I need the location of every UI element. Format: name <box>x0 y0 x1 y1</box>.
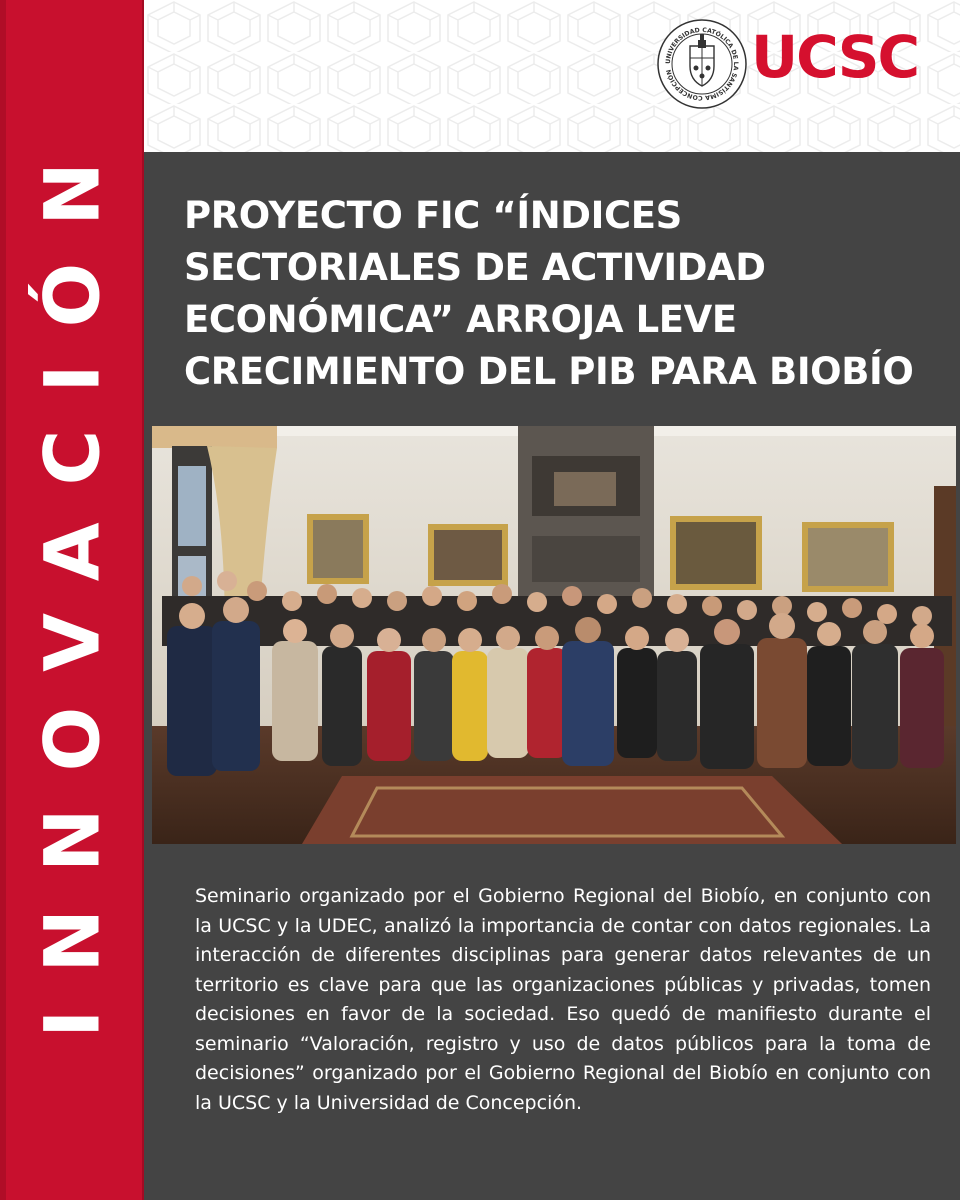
headline-line: CRECIMIENTO DEL PIB PARA BIOBÍO <box>184 350 914 393</box>
side-banner-word: INNOVACIÓN <box>27 125 117 1038</box>
headline-line: ECONÓMICA” ARROJA LEVE <box>184 298 737 341</box>
headline <box>184 190 924 398</box>
group-photo-illustration <box>152 426 956 844</box>
body-paragraph: Seminario organizado por el Gobierno Regional del Biobío, en conjunto con la UCSC y la UDEC, analizó la importancia de contar con datos regionales. La interacción de diferentes disciplinas para generar datos relevantes de un territorio es clave para que las organizaciones públicas y privadas, tomen decisiones en favor de la sociedad. Eso quedó de manifiesto durante el seminario “Valoración, registro y uso de datos públicos para la toma de decisiones” organizado por el Gobierno Regional del Biobío en conjunto con la UCSC y la Universidad de Concepción. <box>195 885 931 1114</box>
group-photo <box>152 426 956 844</box>
headline-line: SECTORIALES DE ACTIVIDAD <box>184 246 766 289</box>
svg-text:UNIVERSIDAD CATÓLICA DE LA SAN: UNIVERSIDAD CATÓLICA DE LA SANTÍSIMA CONCEPCIÓN <box>664 26 740 102</box>
side-banner-edge <box>0 0 6 1200</box>
headline-line: PROYECTO FIC “ÍNDICES <box>184 194 682 237</box>
university-seal-logo <box>656 18 748 110</box>
brand-logo-text: UCSC <box>751 23 919 91</box>
side-banner <box>0 0 144 1200</box>
